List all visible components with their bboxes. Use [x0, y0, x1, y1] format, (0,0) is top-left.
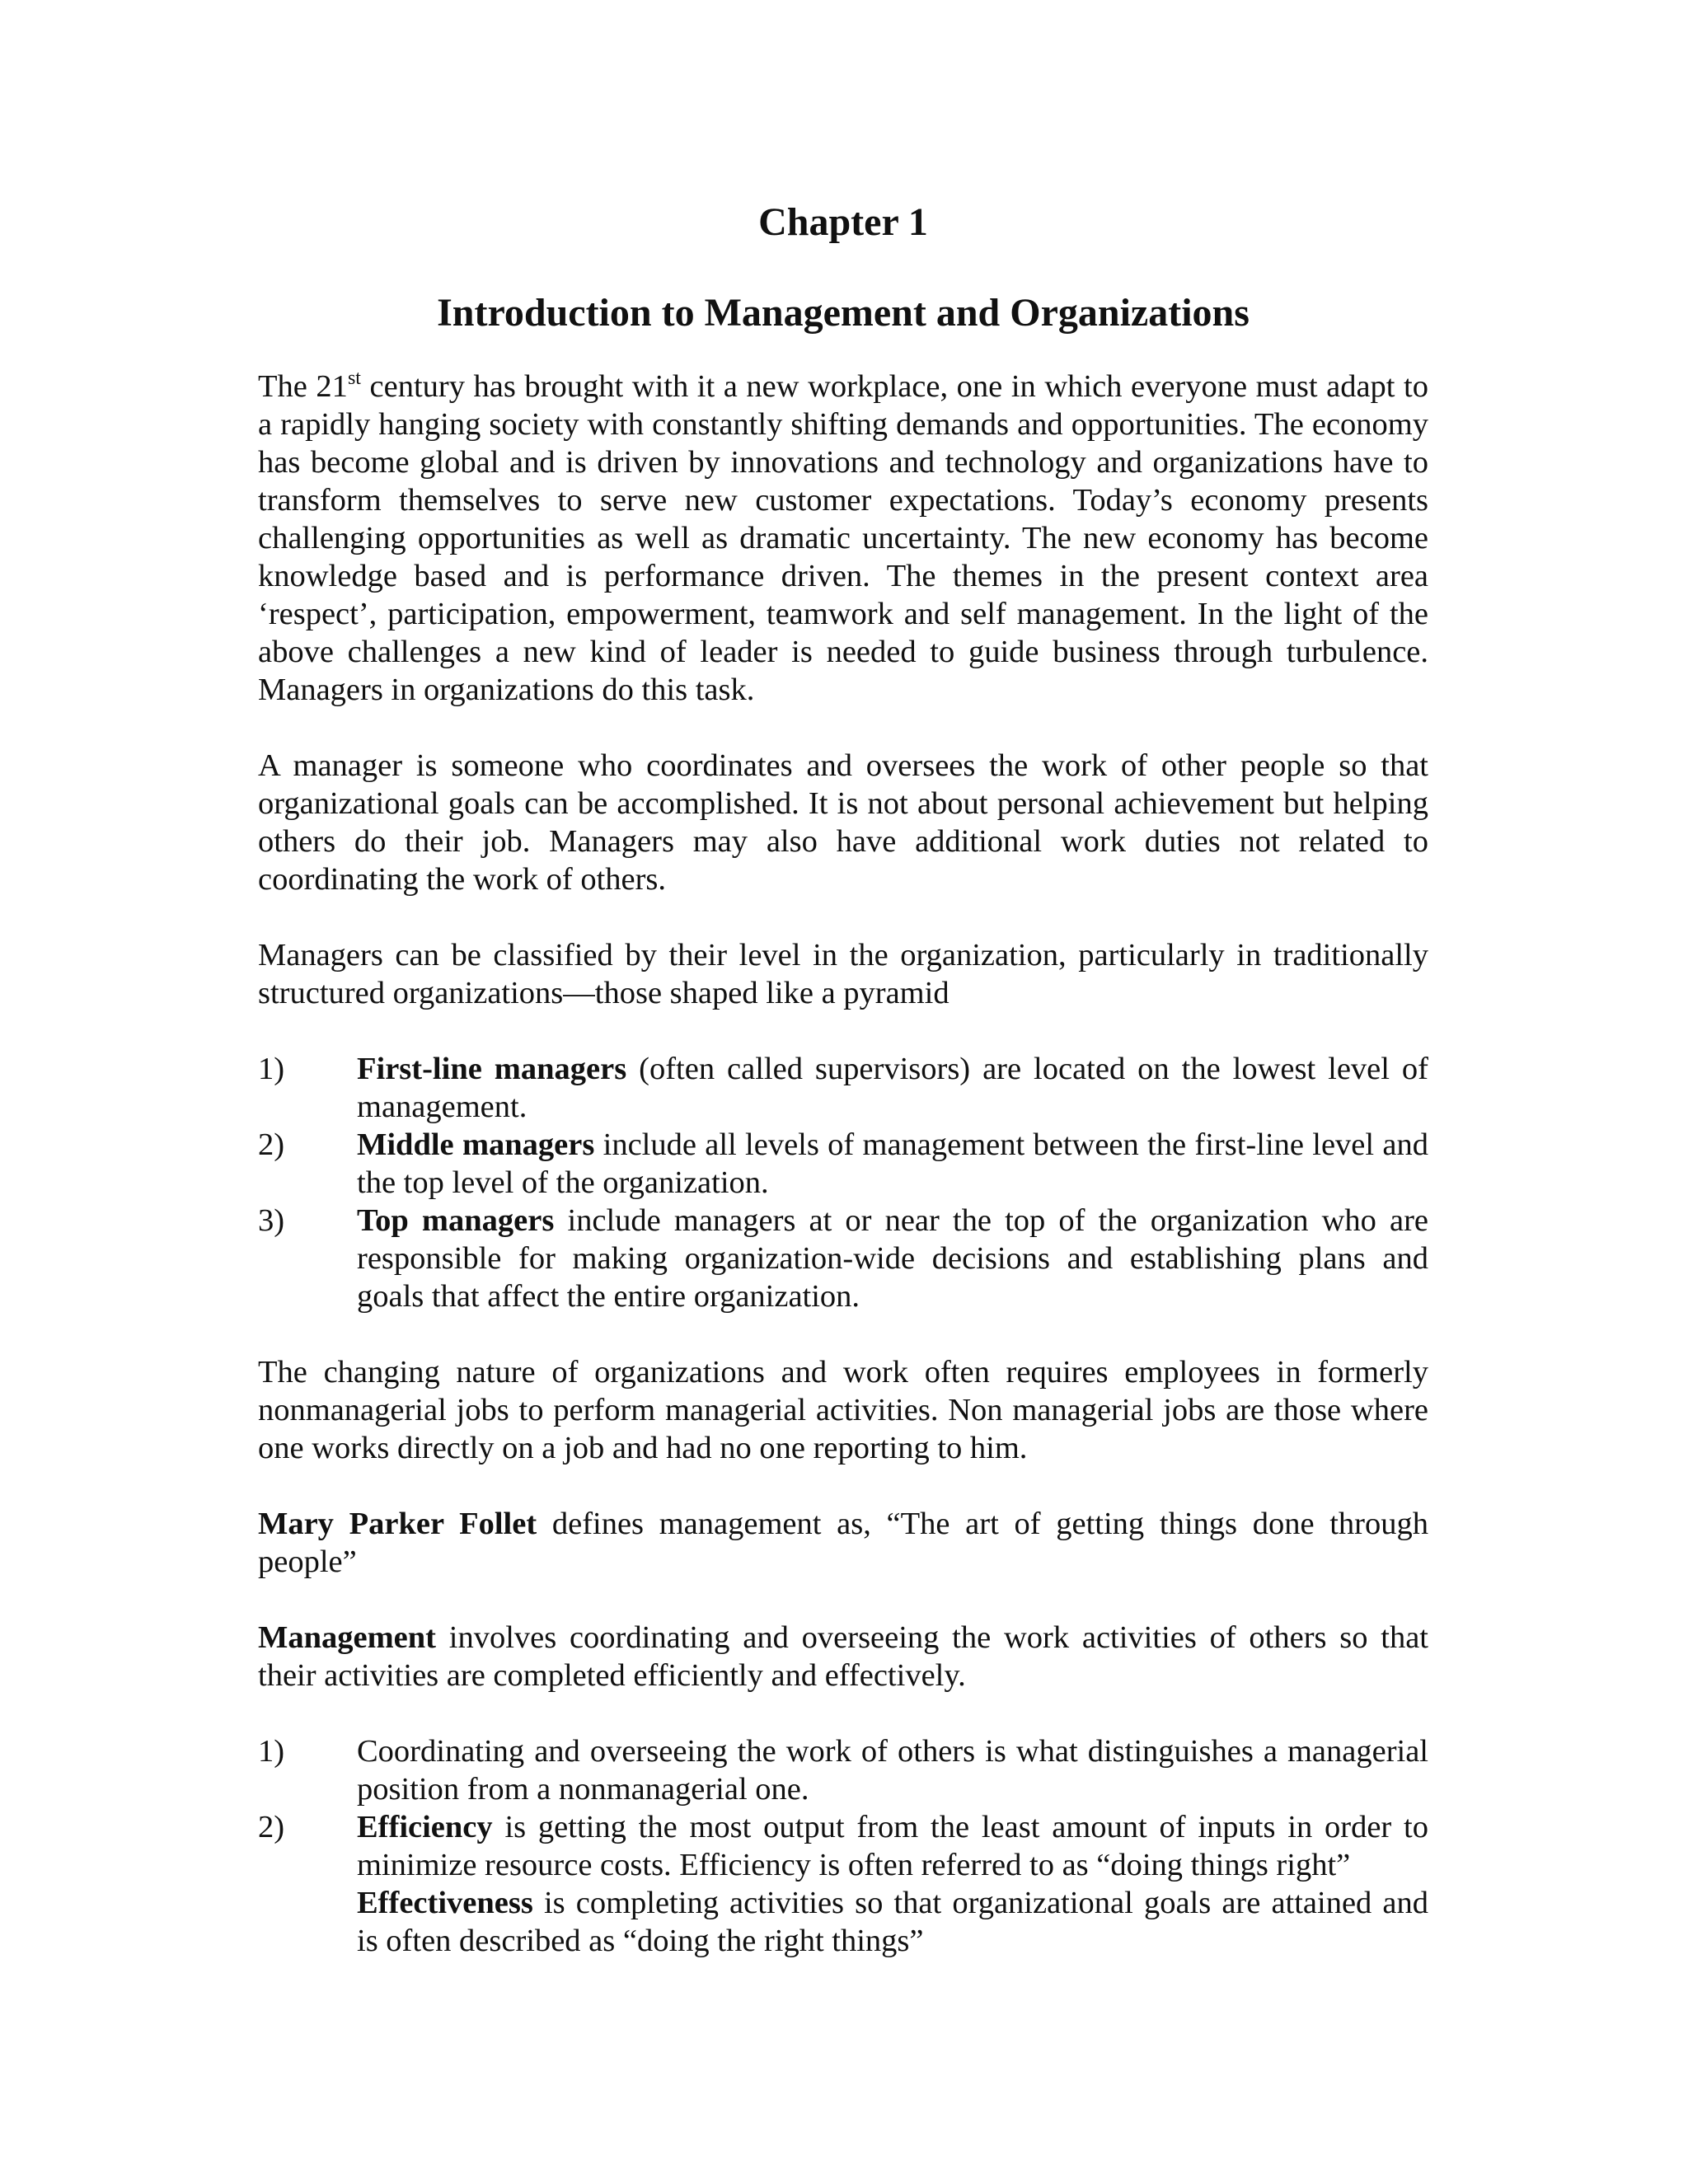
list-item-text: Coordinating and overseeing the work of others is what distinguishes a managerial position from a nonmanagerial one.: [357, 1734, 1428, 1807]
list-number: 1): [258, 1734, 285, 1769]
term-management: Management: [258, 1620, 436, 1655]
list-item-body: [357, 1808, 1428, 1884]
follet-definition-paragraph: [258, 1505, 1428, 1581]
list-item-text: include managers at or near the top of the organization who are responsible for making organization-wide decisions and establishing plans and goals that affect the entire organization.: [357, 1203, 1429, 1314]
list-item-text: is completing activities so that organizational goals are attained and is often described as “doing the right things”: [357, 1886, 1428, 1958]
manager-levels-intro: Managers can be classified by their level in the organization, particularly in traditionally structured organizations—those shaped like a pyramid: [258, 938, 1428, 1010]
manager-levels-list: [258, 1050, 1428, 1315]
nonmanagerial-paragraph: The changing nature of organizations and work often requires employees in formerly nonmanagerial jobs to perform managerial activities. Non managerial jobs are those where one works directly on a job and had no one reporting to him.: [258, 1355, 1428, 1465]
list-item-body: [357, 1050, 1428, 1126]
list-number: 2): [258, 1810, 285, 1844]
page-content: [258, 186, 1428, 1998]
list-item-continuation: [357, 1884, 1428, 1960]
chapter-title: Introduction to Management and Organizations: [437, 291, 1250, 335]
intro-text-start: The 21: [258, 369, 348, 404]
intro-text-rest: century has brought with it a new workplace, one in which everyone must adapt to a rapidly hanging society with constantly shifting demands and opportunities. The economy has become global and is driven by innovations and technology and organizations have to transform themselves to serve new customer expectations. Today’s economy presents challenging opportunities as well as dramatic uncertainty. The new economy has become knowledge based and is performance driven. The themes in the present context area ‘respect’, participation, empowerment, teamwork and self management. In the light of the above challenges a new kind of leader is needed to guide business through turbulence. Managers in organizations do this task.: [258, 369, 1429, 707]
list-item: [258, 1202, 1428, 1315]
term-mary-parker-follet: Mary Parker Follet: [258, 1507, 537, 1541]
term-effectiveness: Effectiveness: [357, 1886, 533, 1920]
intro-paragraph: [258, 368, 1428, 709]
term-middle-managers: Middle managers: [357, 1127, 595, 1162]
manager-definition-paragraph: A manager is someone who coordinates and oversees the work of other people so that organizational goals can be accomplished. It is not about personal achievement but helping others do their job. Managers may also have additional work duties not related to coordinating the work of others.: [258, 748, 1428, 897]
list-item-text: (often called supervisors) are located on the lowest level of management.: [357, 1052, 1428, 1124]
list-item: [258, 1732, 1428, 1808]
ordinal-suffix: st: [347, 368, 361, 389]
term-top-managers: Top managers: [357, 1203, 555, 1238]
list-number: 3): [258, 1203, 285, 1238]
list-number: 1): [258, 1052, 285, 1086]
list-item-body: [357, 1126, 1428, 1202]
list-item-text: include all levels of management between the first-line level and the top level of the organization.: [357, 1127, 1428, 1200]
list-number: 2): [258, 1127, 285, 1162]
list-item-text: is getting the most output from the least amount of inputs in order to minimize resource costs. Efficiency is often referred to as “doing things right”: [357, 1810, 1428, 1882]
management-points-list: [258, 1732, 1428, 1960]
list-item: [258, 1808, 1428, 1884]
follet-definition-text: defines management as, “The art of getting things done through people”: [258, 1507, 1429, 1579]
list-item: [258, 1126, 1428, 1202]
list-item: [258, 1050, 1428, 1126]
chapter-heading: Chapter 1: [758, 200, 928, 244]
list-item-body: [357, 1202, 1428, 1315]
management-definition-text: involves coordinating and overseeing the work activities of others so that their activities are completed efficiently and effectively.: [258, 1620, 1428, 1693]
management-definition-paragraph: [258, 1619, 1428, 1694]
term-efficiency: Efficiency: [357, 1810, 493, 1844]
term-first-line-managers: First-line managers: [357, 1052, 627, 1086]
